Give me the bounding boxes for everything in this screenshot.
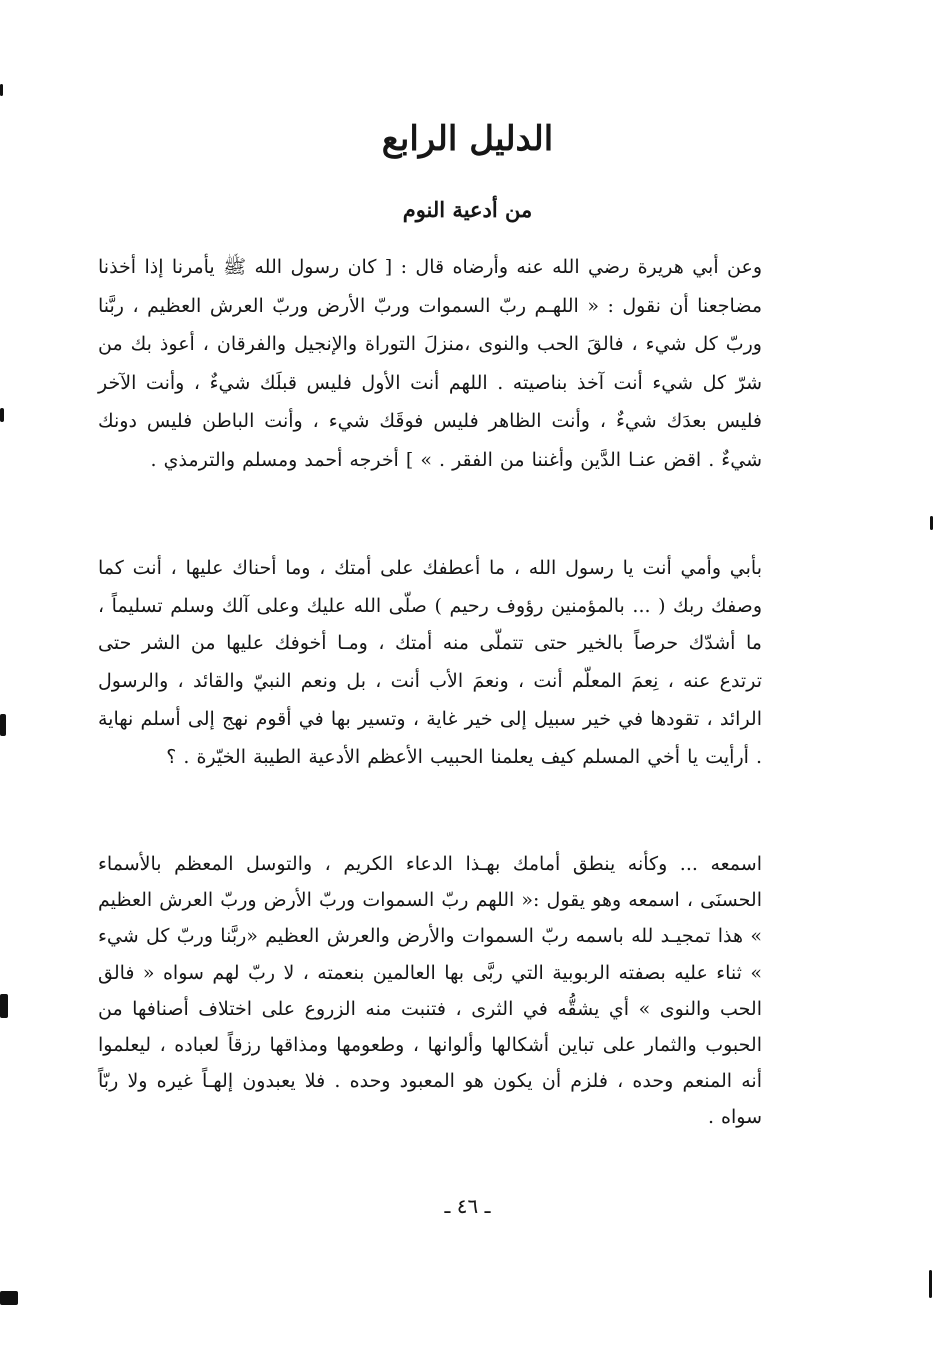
- scan-mark-left-5: [0, 1291, 18, 1305]
- chapter-title: الدليل الرابع: [381, 119, 554, 159]
- scan-mark-left-2: [0, 408, 4, 422]
- paragraph-hadith: وعن أبي هريرة رضي الله عنه وأرضاه قال : [ كان رسول الله ﷺ يأمرنا إذا أخذنا مضاجعنا أن نقول : « اللهـم ربّ السموات وربّ الأرض وربّ العرش العظيم ، ربَّنا وربّ كل شيء ، فالقَ الحب والنوى ،منزلَ التوراة والإنجيل والفرقان ، أعوذ بك من شرّ كل شيء أنت آخذ بناصيته . اللهم أنت الأول فليس قبلَك شيءٌ ، وأنت الآخر فليس بعدَك شيءٌ ، وأنت الظاهر فليس فوقَك شيء ، وأنت الباطن فليس دونك شيءٌ . اقض عنـا الدَّين وأغننا من الفقر . » ] أخرجه أحمد ومسلم والترمذي .: [98, 256, 762, 471]
- scan-mark-right-1: [930, 516, 933, 530]
- scan-mark-right-2: [929, 1270, 932, 1298]
- paragraph-explanation: اسمعه ... وكأنه ينطق أمامك بهـذا الدعاء الكريم ، والتوسل المعظم بالأسماء الحسنَى ، اسمعه وهو يقول :« اللهم ربّ السموات وربّ الأرض وربّ العرش العظيم » هذا تمجيـد لله باسمه ربّ السموات والأرض والعرش العظيم «ربَّنا وربّ كل شيء » ثناء عليه بصفته الربوبية التي ربَّى بها العالمين بنعمته ، لا ربّ لهم سواه « فالق الحب والنوى » أي يشقُّه في الثرى ، فتنبت منه الزروع على اختلاف أصنافها من الحبوب والثمار على تباين أشكالها وألوانها ، وطعومها ومذاقها رزقاً لعباده ، ليعلموا أنه المنعم وحده ، فلزم أن يكون هو المعبود وحده . فلا يعبدون إلهـاً غيره ولا ربّاً سواه .: [98, 853, 762, 1129]
- scan-mark-left-3: [0, 714, 6, 736]
- page-number: ـ ٤٦ ـ: [444, 1194, 491, 1218]
- chapter-subtitle: من أدعية النوم: [402, 197, 533, 222]
- scan-mark-left-1: [0, 84, 3, 96]
- paragraph-commentary: بأبي وأمي أنت يا رسول الله ، ما أعطفك على أمتك ، وما أحناك عليها ، أنت كما وصفك ربك ( ... بالمؤمنين رؤوف رحيم ) صلّى الله عليك وعلى آلك وسلم تسليماً ، ما أشدّك حرصاً بالخير حتى تتملّى منه أمتك ، ومـا أخوفك عليها من الشر حتى ترتدع عنه ، نِعمَ المعلّم أنت ، ونعمَ الأب أنت ، بل ونعم النبيّ والقائد ، والرسول الرائد ، تقودها في خير سبيل إلى خير غاية ، وتسير بها في أقوم نهج إلى أسلم نهاية . أرأيت يا أخي المسلم كيف يعلمنا الحبيب الأعظم الأدعية الطيبة الخيّرة . ؟: [98, 557, 762, 768]
- scan-mark-left-4: [0, 994, 8, 1018]
